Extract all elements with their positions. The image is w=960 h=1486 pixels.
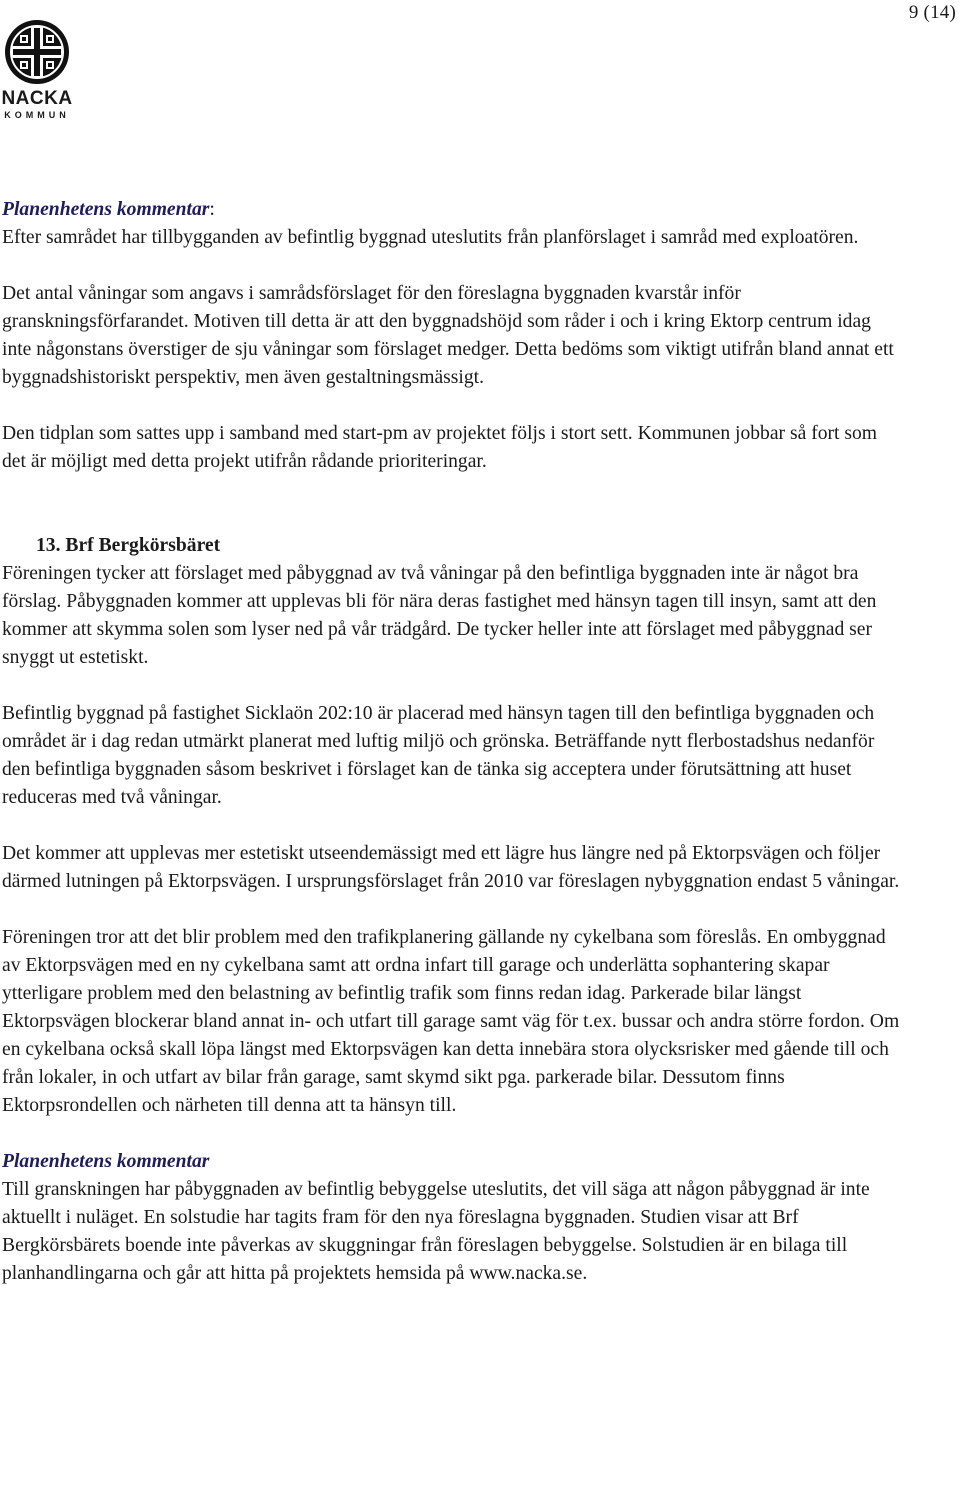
page-number: 9 (14) bbox=[908, 2, 956, 23]
comment-1-paragraph-2: Det antal våningar som angavs i samrådsförslaget för den föreslagna byggnaden kvarstår inför granskningsförfarandet. Motiven till detta är att den byggnadshöjd som råder i och i kring Ektorp centrum idag inte någonstans överstiger de sju våningar som förslaget medger. Detta bedöms som viktigt utifrån bland annat ett byggnadshistoriskt perspektiv, men även gestaltningsmässigt. bbox=[2, 283, 894, 388]
section-13-paragraph-4: Föreningen tror att det blir problem med den trafikplanering gällande ny cykelbana som föreslås. En ombyggnad av Ektorpsvägen med en ny cykelbana samt att ordna infart till garage och underlätta sophantering skapar ytterligare problem med den belastning av befintlig trafik som finns redan idag. Parkerade bilar längst Ektorpsvägen blockerar bland annat in- och utfart till garage samt väg för t.ex. bussar och andra större fordon. Om en cykelbana också skall löpa längst med Ektorpsvägen kan detta innebära stora olycksrisker med gående till och från lokaler, in och utfart av bilar från garage, samt skymd sikt pga. parkerade bilar. Dessutom finns Ektorpsrondellen och närheten till denna att ta hänsyn till. bbox=[2, 927, 900, 1116]
comment-heading-2: Planenhetens kommentar bbox=[2, 1151, 210, 1172]
section-13-paragraph-1: Föreningen tycker att förslaget med påbyggnad av två våningar på den befintliga byggnaden inte är något bra förslag. Påbyggnaden kommer att upplevas bli för nära deras fastighet med hänsyn tagen till insyn, samt att den kommer att skymma solen som lyser ned på vår trädgård. De tycker heller inte att förslaget med påbyggnad ser snyggt ut estetiskt. bbox=[2, 563, 877, 668]
nacka-kommun-logo bbox=[0, 18, 74, 124]
section-13-paragraph-2: Befintlig byggnad på fastighet Sicklaön 202:10 är placerad med hänsyn tagen till den befintliga byggnaden och området är i dag redan utmärkt planerat med luftig miljö och grönska. Beträffande nytt flerbostadshus nedanför den befintliga byggnaden såsom beskrivet i förslaget kan de tänka sig acceptera under förutsättning att huset reduceras med två våningar. bbox=[2, 703, 875, 808]
heading-colon: : bbox=[209, 199, 215, 220]
comment-2-paragraph-1: Till granskningen har påbyggnaden av befintlig bebyggelse uteslutits, det vill säga att någon påbyggnad är inte aktuellt i nuläget. En solstudie har tagits fram för den nya föreslagna byggnaden. Studien visar att Brf Bergkörsbärets boende inte påverkas av skuggningar från föreslagen bebyggelse. Solstudien är en bilaga till planhandlingarna och går att hitta på projektets hemsida på www.nacka.se. bbox=[2, 1179, 870, 1284]
comment-block-1 bbox=[2, 196, 902, 252]
nacka-emblem-icon bbox=[0, 18, 74, 86]
logo-name: NACKA bbox=[1, 88, 73, 109]
section-13-paragraph-3: Det kommer att upplevas mer estetiskt utseendemässigt med ett lägre hus längre ned på Ektorpsvägen och följer därmed lutningen på Ektorpsvägen. I ursprungsförslaget från 2010 var föreslagen nybyggnation endast 5 våningar. bbox=[2, 843, 900, 892]
section-name: Brf Bergkörsbäret bbox=[65, 535, 221, 556]
logo-subtitle: KOMMUN bbox=[4, 110, 70, 120]
comment-1-paragraph-1: Efter samrådet har tillbygganden av befintlig byggnad uteslutits från planförslaget i samråd med exploatören. bbox=[2, 227, 859, 248]
section-13-title bbox=[2, 532, 902, 560]
section-spacer bbox=[2, 504, 902, 532]
comment-1-paragraph-3: Den tidplan som sattes upp i samband med start-pm av projektet följs i stort sett. Kommunen jobbar så fort som det är möjligt med detta projekt utifrån rådande prioriteringar. bbox=[2, 423, 878, 472]
document-body bbox=[2, 196, 902, 1316]
comment-block-2 bbox=[2, 1148, 902, 1288]
section-number: 13. bbox=[36, 535, 61, 556]
comment-heading-1: Planenhetens kommentar bbox=[2, 199, 210, 220]
